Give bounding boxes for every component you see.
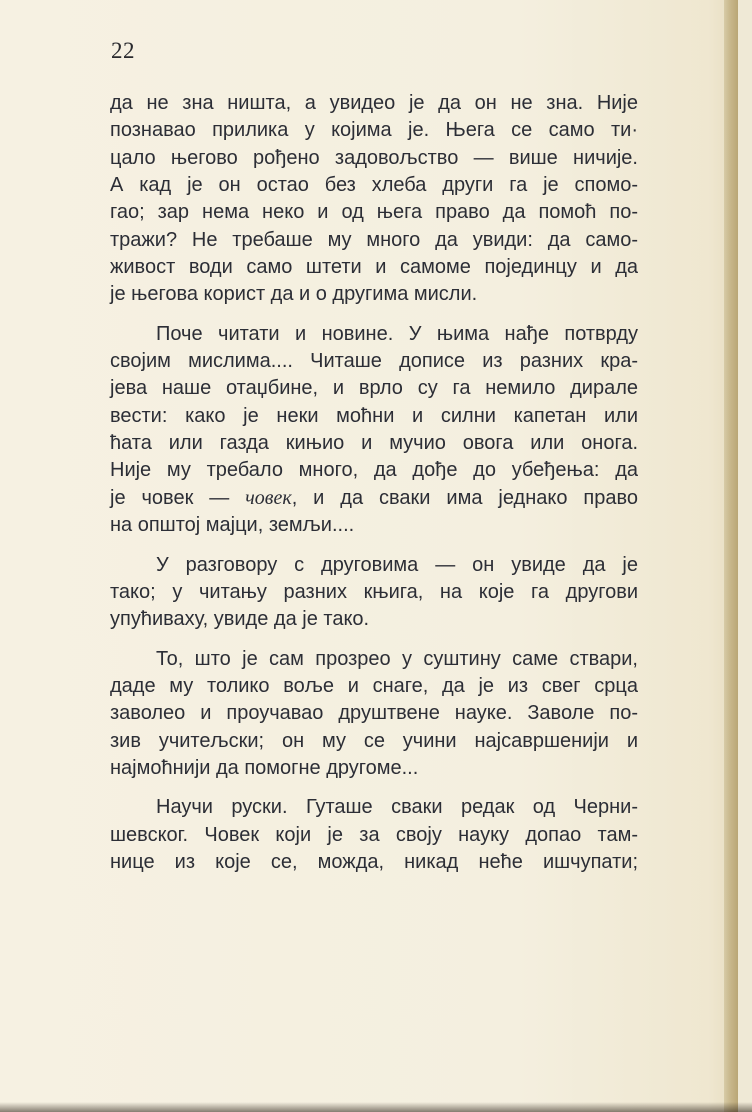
text-line: да не зна ништа, а увидео је да он не зна. Није xyxy=(110,92,638,114)
text-line: својим мислима.... Читаше дописе из разних кра- xyxy=(110,350,638,373)
text-line: зив учитељски; он му се учини најсавршенији и xyxy=(110,729,638,752)
text-line: У разговору с друговима — он увиде да је xyxy=(156,553,638,576)
text-line: А кад је он остао без хлеба други га је спомо- xyxy=(110,174,638,197)
text-line: познавао прилика у којима је. Њега се само ти· xyxy=(110,119,638,142)
paragraph-1 xyxy=(110,90,638,309)
text-line: заволео и проучавао друштвене науке. Заволе по- xyxy=(110,702,638,725)
text-line: тако; у читању разних књига, на које га другови xyxy=(110,580,638,603)
text-line: шевског. Човек који је за своју науку допао там- xyxy=(110,823,638,846)
text-line: је човек — човек, и да сваки има једнако право xyxy=(110,486,639,509)
text-line: упућиваху, увиде да је тако. xyxy=(110,608,370,631)
text-line: тражи? Не требаше му много да увиди: да само- xyxy=(110,228,638,251)
text-line: гао; зар нема неко и од њега право да помоћ по- xyxy=(110,201,638,224)
text-line: даде му толико воље и снаге, да је из свег срца xyxy=(110,674,638,697)
text-line: је његова корист да и о другима мисли. xyxy=(110,283,478,306)
text-line: Поче читати и новине. У њима нађе потврду xyxy=(156,322,638,345)
text-line: нице из које се, можда, никад неће ишчупати; xyxy=(110,850,638,873)
paragraph-4 xyxy=(110,646,638,783)
page-number: 22 xyxy=(111,38,135,63)
text-line: живост води само штети и самоме појединцу и да xyxy=(110,256,638,279)
text-line: ћата или газда кињио и мучио овога или онога. xyxy=(110,432,638,455)
body-text xyxy=(110,90,638,876)
text-line: вести: како је неки моћни и силни капетан или xyxy=(110,404,638,427)
paragraph-3 xyxy=(110,552,638,634)
text-line: најмоћнији да помогне другоме... xyxy=(110,756,419,779)
paragraph-5 xyxy=(110,794,638,876)
bottom-shadow xyxy=(0,1102,752,1112)
paragraph-2 xyxy=(110,321,638,540)
text-line: Научи руски. Гуташе сваки редак од Черни- xyxy=(156,796,638,819)
text-line: јева наше отаџбине, и врло су га немило дирале xyxy=(110,377,638,400)
text-line: То, што је сам прозрео у суштину саме ствари, xyxy=(156,647,638,670)
emphasized-word: човек xyxy=(245,486,292,509)
text-line: на општој мајци, земљи.... xyxy=(110,514,355,537)
text-line: цало његово рођено задовољство — више ничије. xyxy=(110,146,638,169)
text-line: Није му требало много, да дође до убеђења: да xyxy=(110,459,638,482)
page-edge xyxy=(724,0,738,1112)
